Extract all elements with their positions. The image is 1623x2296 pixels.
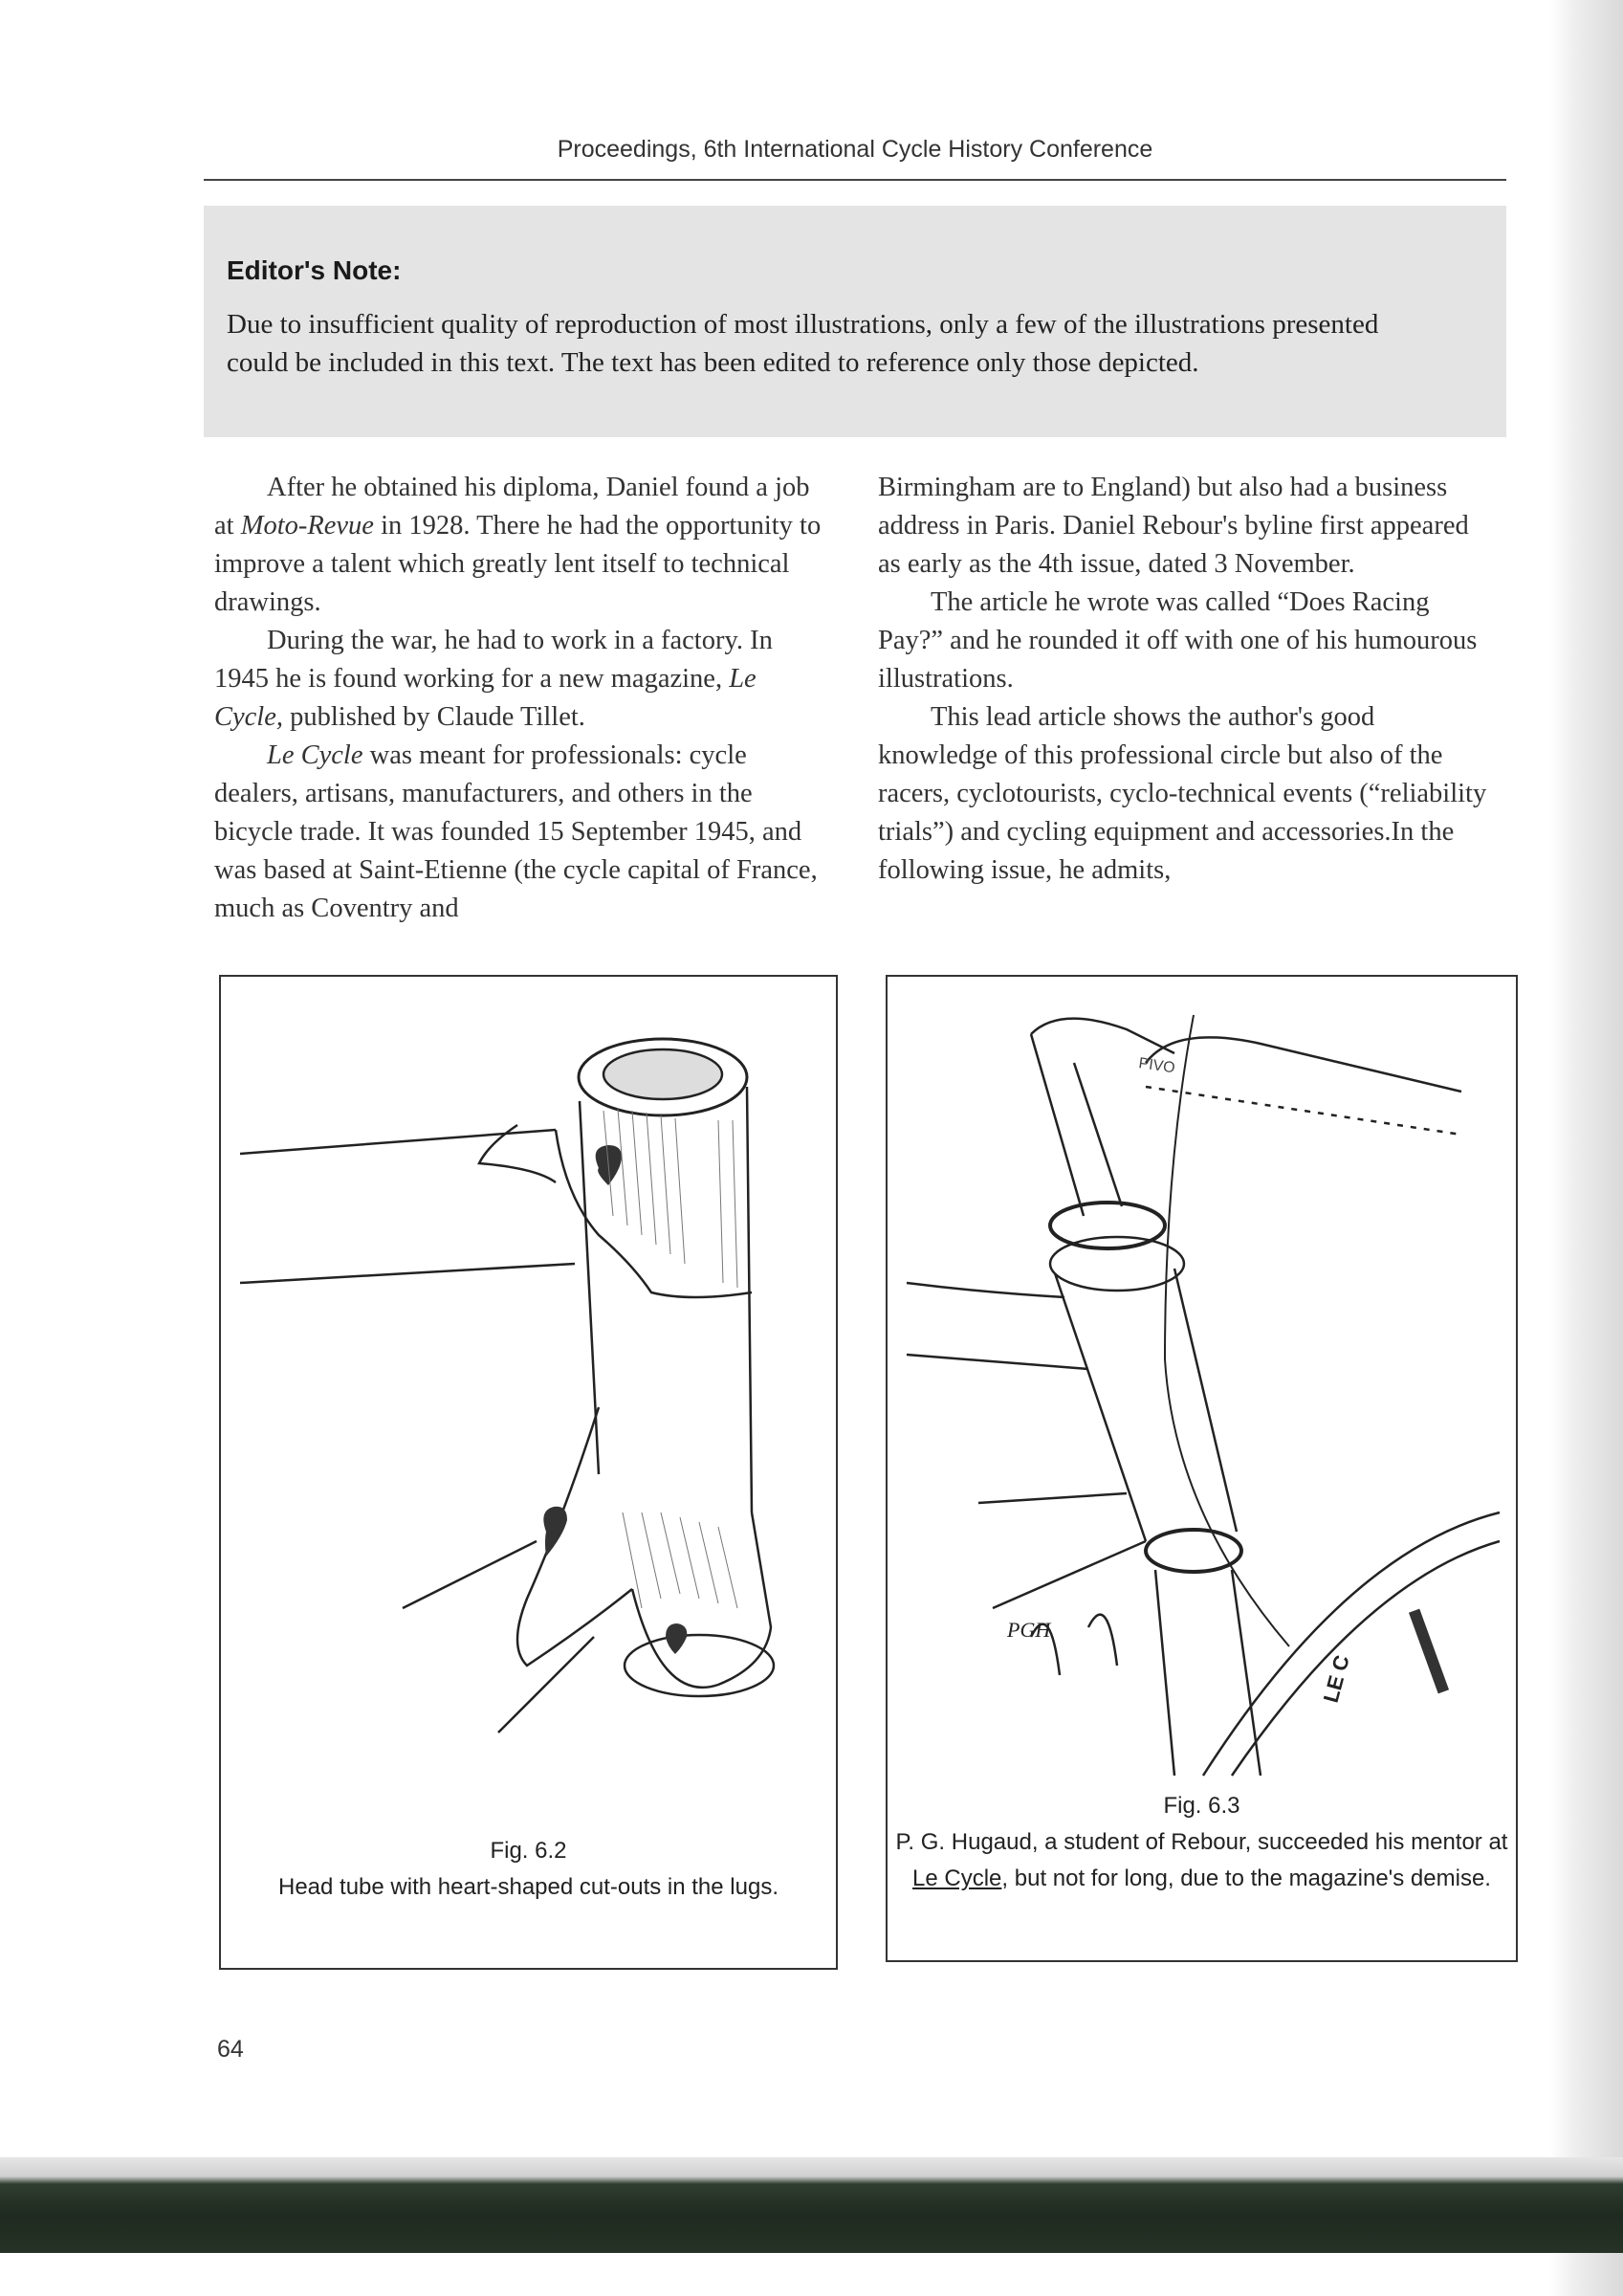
tube-decal-text: LE C bbox=[1318, 1652, 1354, 1706]
magazine-title: Moto-Revue bbox=[240, 511, 374, 541]
editors-note-title: Editor's Note: bbox=[227, 255, 402, 285]
figure-caption bbox=[888, 1788, 1516, 1897]
paragraph-text: During the war, he had to work in a factory. In 1945 he is found working for a new magazine, bbox=[214, 626, 773, 694]
stem-brand-text: PIVO bbox=[1137, 1055, 1176, 1077]
right-text-column bbox=[878, 469, 1490, 890]
artist-signature: PGH bbox=[1007, 1618, 1051, 1642]
page-number: 64 bbox=[217, 2036, 244, 2063]
paragraph-text: published by Claude Tillet. bbox=[283, 702, 585, 732]
paragraph-text: After he obtained his diploma, Daniel found a job at bbox=[214, 473, 810, 541]
magazine-title: Le Cycle bbox=[267, 740, 363, 770]
caption-text: , but not for long, due to the magazine's demise. bbox=[1001, 1866, 1491, 1891]
paragraph bbox=[214, 622, 826, 737]
figure-6-2 bbox=[219, 975, 838, 1970]
editors-note-box bbox=[204, 206, 1506, 437]
paragraph: The article he wrote was called “Does Racing Pay?” and he rounded it off with one of his humourous illustrations. bbox=[878, 587, 1478, 694]
paragraph: This lead article shows the author's good knowledge of this professional circle but also of the racers, cyclotourists, cyclo-technical events (“reliability trials”) and cycling equipment and accessories.In the following issue, he admits, bbox=[878, 702, 1487, 885]
paragraph-text: was meant for professionals: cycle dealers, artisans, manufacturers, and others in the bicycle trade. It was founded 15 September 1945, and was based at Saint-Etienne (the cycle capital of France, much as Coventry and bbox=[214, 740, 818, 923]
figure-6-3 bbox=[886, 975, 1518, 1962]
running-head: Proceedings, 6th International Cycle History Conference bbox=[557, 136, 1153, 163]
caption-underlined-title: Le Cycle bbox=[912, 1866, 1002, 1891]
figure-label: Fig. 6.3 bbox=[1163, 1793, 1240, 1819]
paragraph-text: in 1928. There he had the opportunity to improve a talent which greatly lent itself to technical drawings. bbox=[214, 511, 822, 617]
left-text-column bbox=[214, 469, 826, 928]
paragraph bbox=[214, 737, 826, 928]
paragraph: Birmingham are to England) but also had a business address in Paris. Daniel Rebour's byline first appeared as early as the 4th issue, dated 3 November. bbox=[878, 473, 1469, 579]
book-cover-edge bbox=[0, 2157, 1623, 2253]
figure-caption-text bbox=[888, 1824, 1516, 1897]
page-edge-shadow bbox=[1549, 0, 1623, 2296]
figure-label: Fig. 6.2 bbox=[490, 1838, 567, 1864]
paragraph bbox=[214, 469, 826, 622]
figure-caption bbox=[221, 1833, 836, 1906]
handlebar-stem-drawing bbox=[888, 977, 1516, 1780]
caption-text: P. G. Hugaud, a student of Rebour, succeeded his mentor at bbox=[895, 1829, 1508, 1855]
editors-note-text: Due to insufficient quality of reproduction of most illustrations, only a few of the illustrations presented could be included in this text. The text has been edited to reference only those depicted. bbox=[227, 309, 1379, 378]
figure-caption-text: Head tube with heart-shaped cut-outs in the lugs. bbox=[278, 1874, 779, 1900]
head-tube-lug-drawing bbox=[221, 977, 836, 1819]
header-rule bbox=[204, 179, 1506, 181]
magazine-title: Le Cycle, bbox=[214, 664, 757, 732]
